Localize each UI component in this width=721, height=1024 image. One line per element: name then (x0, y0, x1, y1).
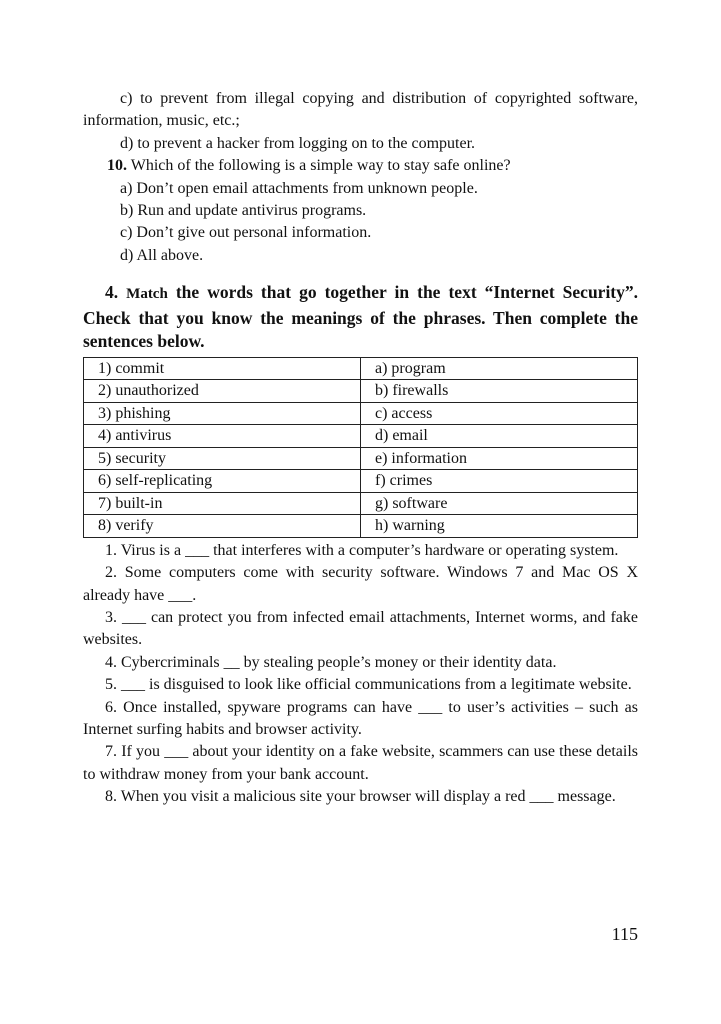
page-number: 115 (611, 924, 638, 944)
match-left-1: 1) commit (84, 357, 361, 380)
match-left-8: 8) verify (84, 515, 361, 538)
prev-question-options (83, 133, 638, 155)
table-row (84, 402, 638, 425)
question-10-option-b: b) Run and update antivirus programs. (120, 202, 367, 220)
match-left-4: 4) antivirus (84, 425, 361, 448)
table-row (84, 515, 638, 538)
match-right-h: h) warning (361, 515, 638, 538)
task-4-number: 4. (105, 282, 119, 303)
table-row (84, 357, 638, 380)
table-row (84, 447, 638, 470)
question-10-option-a: a) Don’t open email attachments from unknown people. (120, 179, 478, 197)
table-row (84, 470, 638, 493)
sentence-3: 3. ___ can protect you from infected email attachments, Internet worms, and fake websites. (83, 608, 638, 649)
match-left-3: 3) phishing (84, 402, 361, 425)
sentence-2: 2. Some computers come with security software. Windows 7 and Mac OS X already have ___. (83, 564, 638, 604)
match-right-f: f) crimes (361, 470, 638, 493)
question-10-option-d: d) All above. (120, 246, 204, 264)
match-left-7: 7) built-in (84, 492, 361, 515)
question-10 (83, 155, 638, 177)
sentence-5: 5. ___ is disguised to look like official communications from a legitimate website. (105, 676, 632, 694)
table-row (84, 425, 638, 448)
task-4-instruction (83, 281, 638, 354)
match-left-5: 5) security (84, 447, 361, 470)
question-10-option-c: c) Don’t give out personal information. (120, 224, 372, 242)
page-body (83, 88, 638, 809)
sentence-8: 8. When you visit a malicious site your browser will display a red ___ message. (105, 788, 616, 806)
match-right-d: d) email (361, 425, 638, 448)
question-10-number: 10. (107, 157, 127, 175)
question-10-options (83, 178, 638, 268)
match-table (83, 357, 638, 538)
match-right-g: g) software (361, 492, 638, 515)
match-left-2: 2) unauthorized (84, 380, 361, 403)
match-right-a: a) program (361, 357, 638, 380)
match-right-b: b) firewalls (361, 380, 638, 403)
sentence-list (83, 540, 638, 809)
sentence-7: 7. If you ___ about your identity on a fake website, scammers can use these details to withdraw money from your bank account. (83, 743, 638, 783)
question-10-text: Which of the following is a simple way to stay safe online? (130, 157, 511, 175)
table-row (84, 492, 638, 515)
option-d-text: d) to prevent a hacker from logging on to the computer. (120, 134, 476, 152)
match-right-c: c) access (361, 402, 638, 425)
sentence-4: 4. Cybercriminals __ by stealing people’s money or their identity data. (105, 653, 557, 671)
sentence-1: 1. Virus is a ___ that interferes with a computer’s hardware or operating system. (105, 541, 619, 559)
match-right-e: e) information (361, 447, 638, 470)
sentence-6: 6. Once installed, spyware programs can have ___ to user’s activities – such as Internet surfing habits and browser activity. (83, 698, 638, 738)
option-c-text: c) to prevent from illegal copying and distribution of copyrighted software, information, music, etc.; (83, 90, 638, 130)
task-4-instruction-text: the words that go together in the text “Internet Security”. Check that you know the meanings of the phrases. Then complete the sentences below. (83, 282, 639, 352)
table-row (84, 380, 638, 403)
task-4-match-word: Match (126, 286, 168, 303)
match-left-6: 6) self-replicating (84, 470, 361, 493)
